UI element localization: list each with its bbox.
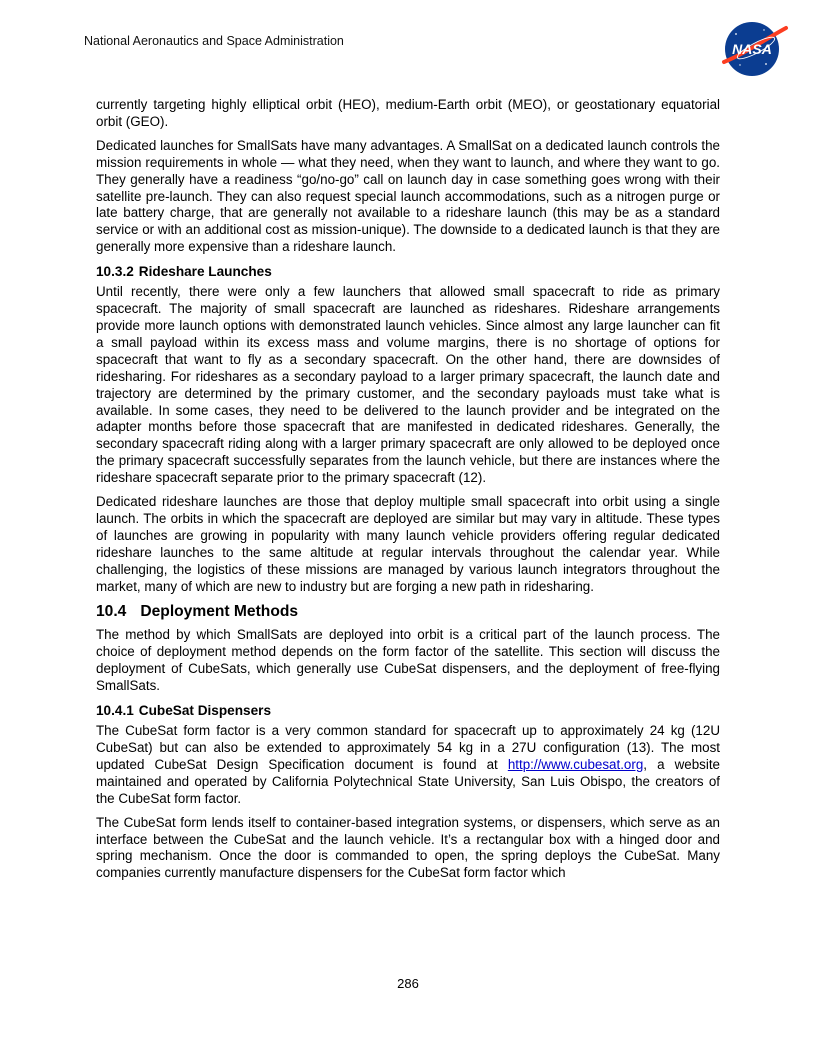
heading-title: Rideshare Launches [138, 264, 272, 280]
header-organization: National Aeronautics and Space Administration [84, 34, 344, 48]
heading-number: 10.4 [96, 603, 127, 621]
cubesat-website-link[interactable]: http://www.cubesat.org [507, 756, 644, 772]
paragraph-dispensers: The CubeSat form lends itself to container-based integration systems, or dispensers, which serve as an interface between the CubeSat and the launch vehicle. It’s a rectangular box with a hinged door and spring mechanism. Once the door is commanded to open, the spring deploys the CubeSat. Many companies currently manufacture dispensers for the CubeSat form factor which [96, 814, 720, 881]
paragraph-dedicated-launches: Dedicated launches for SmallSats have many advantages. A SmallSat on a dedicated launch controls the mission requirements in whole — what they need, when they want to launch, and where they want to go. They generally have a readiness “go/no-go” call on launch day in case something goes wrong with their satellite pre-launch. They can also request special launch accommodations, such as a nitrogen purge or late battery charge, that are generally not available to a rideshare launch (this may be as a standard service or with an additional cost as mission-unique). The downside to a dedicated launch is that they are generally more expensive than a rideshare launch. [96, 137, 720, 255]
paragraph-text: , a website maintained and operated by California Polytechnical State University, San Luis Obispo, the creators of the CubeSat form factor. [96, 756, 720, 806]
punctuation: . [482, 470, 487, 486]
page-content [96, 97, 720, 889]
paragraph-text: Until recently, there were only a few launchers that allowed small spacecraft to ride as primary spacecraft. The majority of small spacecraft are launched as rideshares. Rideshare arrangements provide more launch options with demonstrated launch vehicles. Since almost any large launcher can fit a small payload within its excess mass and volume margins, there is no shortage of options for spacecraft that want to fly as a secondary spacecraft. On the other hand, there are downsides of ridesharing. For rideshares as a secondary payload to a larger primary spacecraft, the launch date and trajectory are determined by the primary customer, and the secondary payloads must take what is available. In some cases, they need to be delivered to the launch provider and be integrated on the adapter months before those spacecraft that are manifested in dedicated rideshares. Generally, the secondary spacecraft riding along with a larger primary spacecraft are only allowed to be deployed once the primary spacecraft successfully separates from the launch vehicle, but there are instances where the rideshare spacecraft separate prior to the primary spacecraft [96, 284, 720, 486]
nasa-logo-text: NASA [732, 41, 772, 57]
heading-title: Deployment Methods [140, 603, 299, 621]
heading-number: 10.3.2 [96, 264, 134, 280]
page-number: 286 [397, 976, 419, 991]
heading-rideshare-launches [96, 263, 720, 280]
heading-title: CubeSat Dispensers [138, 703, 272, 719]
paragraph-orbits: currently targeting highly elliptical orbit (HEO), medium-Earth orbit (MEO), or geostationary equatorial orbit (GEO). [96, 97, 720, 129]
reference-12[interactable]: (12) [458, 470, 483, 486]
heading-number: 10.4.1 [96, 703, 134, 719]
paragraph-deployment: The method by which SmallSats are deployed into orbit is a critical part of the launch process. The choice of deployment method depends on the form factor of the satellite. This section will discuss the deployment of CubeSats, which generally use CubeSat dispensers, and the deployment of free-flying SmallSats. [96, 627, 720, 694]
heading-deployment-methods [96, 602, 720, 622]
heading-cubesat-dispensers [96, 702, 720, 719]
paragraph-rideshare [96, 284, 720, 487]
paragraph-cubesat-form-factor [96, 723, 720, 808]
paragraph-dedicated-rideshare: Dedicated rideshare launches are those that deploy multiple small spacecraft into orbit using a single launch. The orbits in which the spacecraft are deployed are similar but may vary in altitude. These types of launches are growing in popularity with many launch vehicle providers offering regular dedicated rideshare launches to the same altitude at regular intervals throughout the calendar year. While challenging, the logistics of these missions are managed by various launch integrators throughout the market, many of which are new to industry but are forging a new path in ridesharing. [96, 494, 720, 594]
paragraph-text: The CubeSat form factor is a very common standard for spacecraft up to approximately 24 kg (12U CubeSat) but can also be extended to approximately 54 kg in a 27U configuration (13). The most updated CubeSat Design Specification document is found at [96, 723, 720, 772]
nasa-logo-icon [718, 18, 790, 80]
